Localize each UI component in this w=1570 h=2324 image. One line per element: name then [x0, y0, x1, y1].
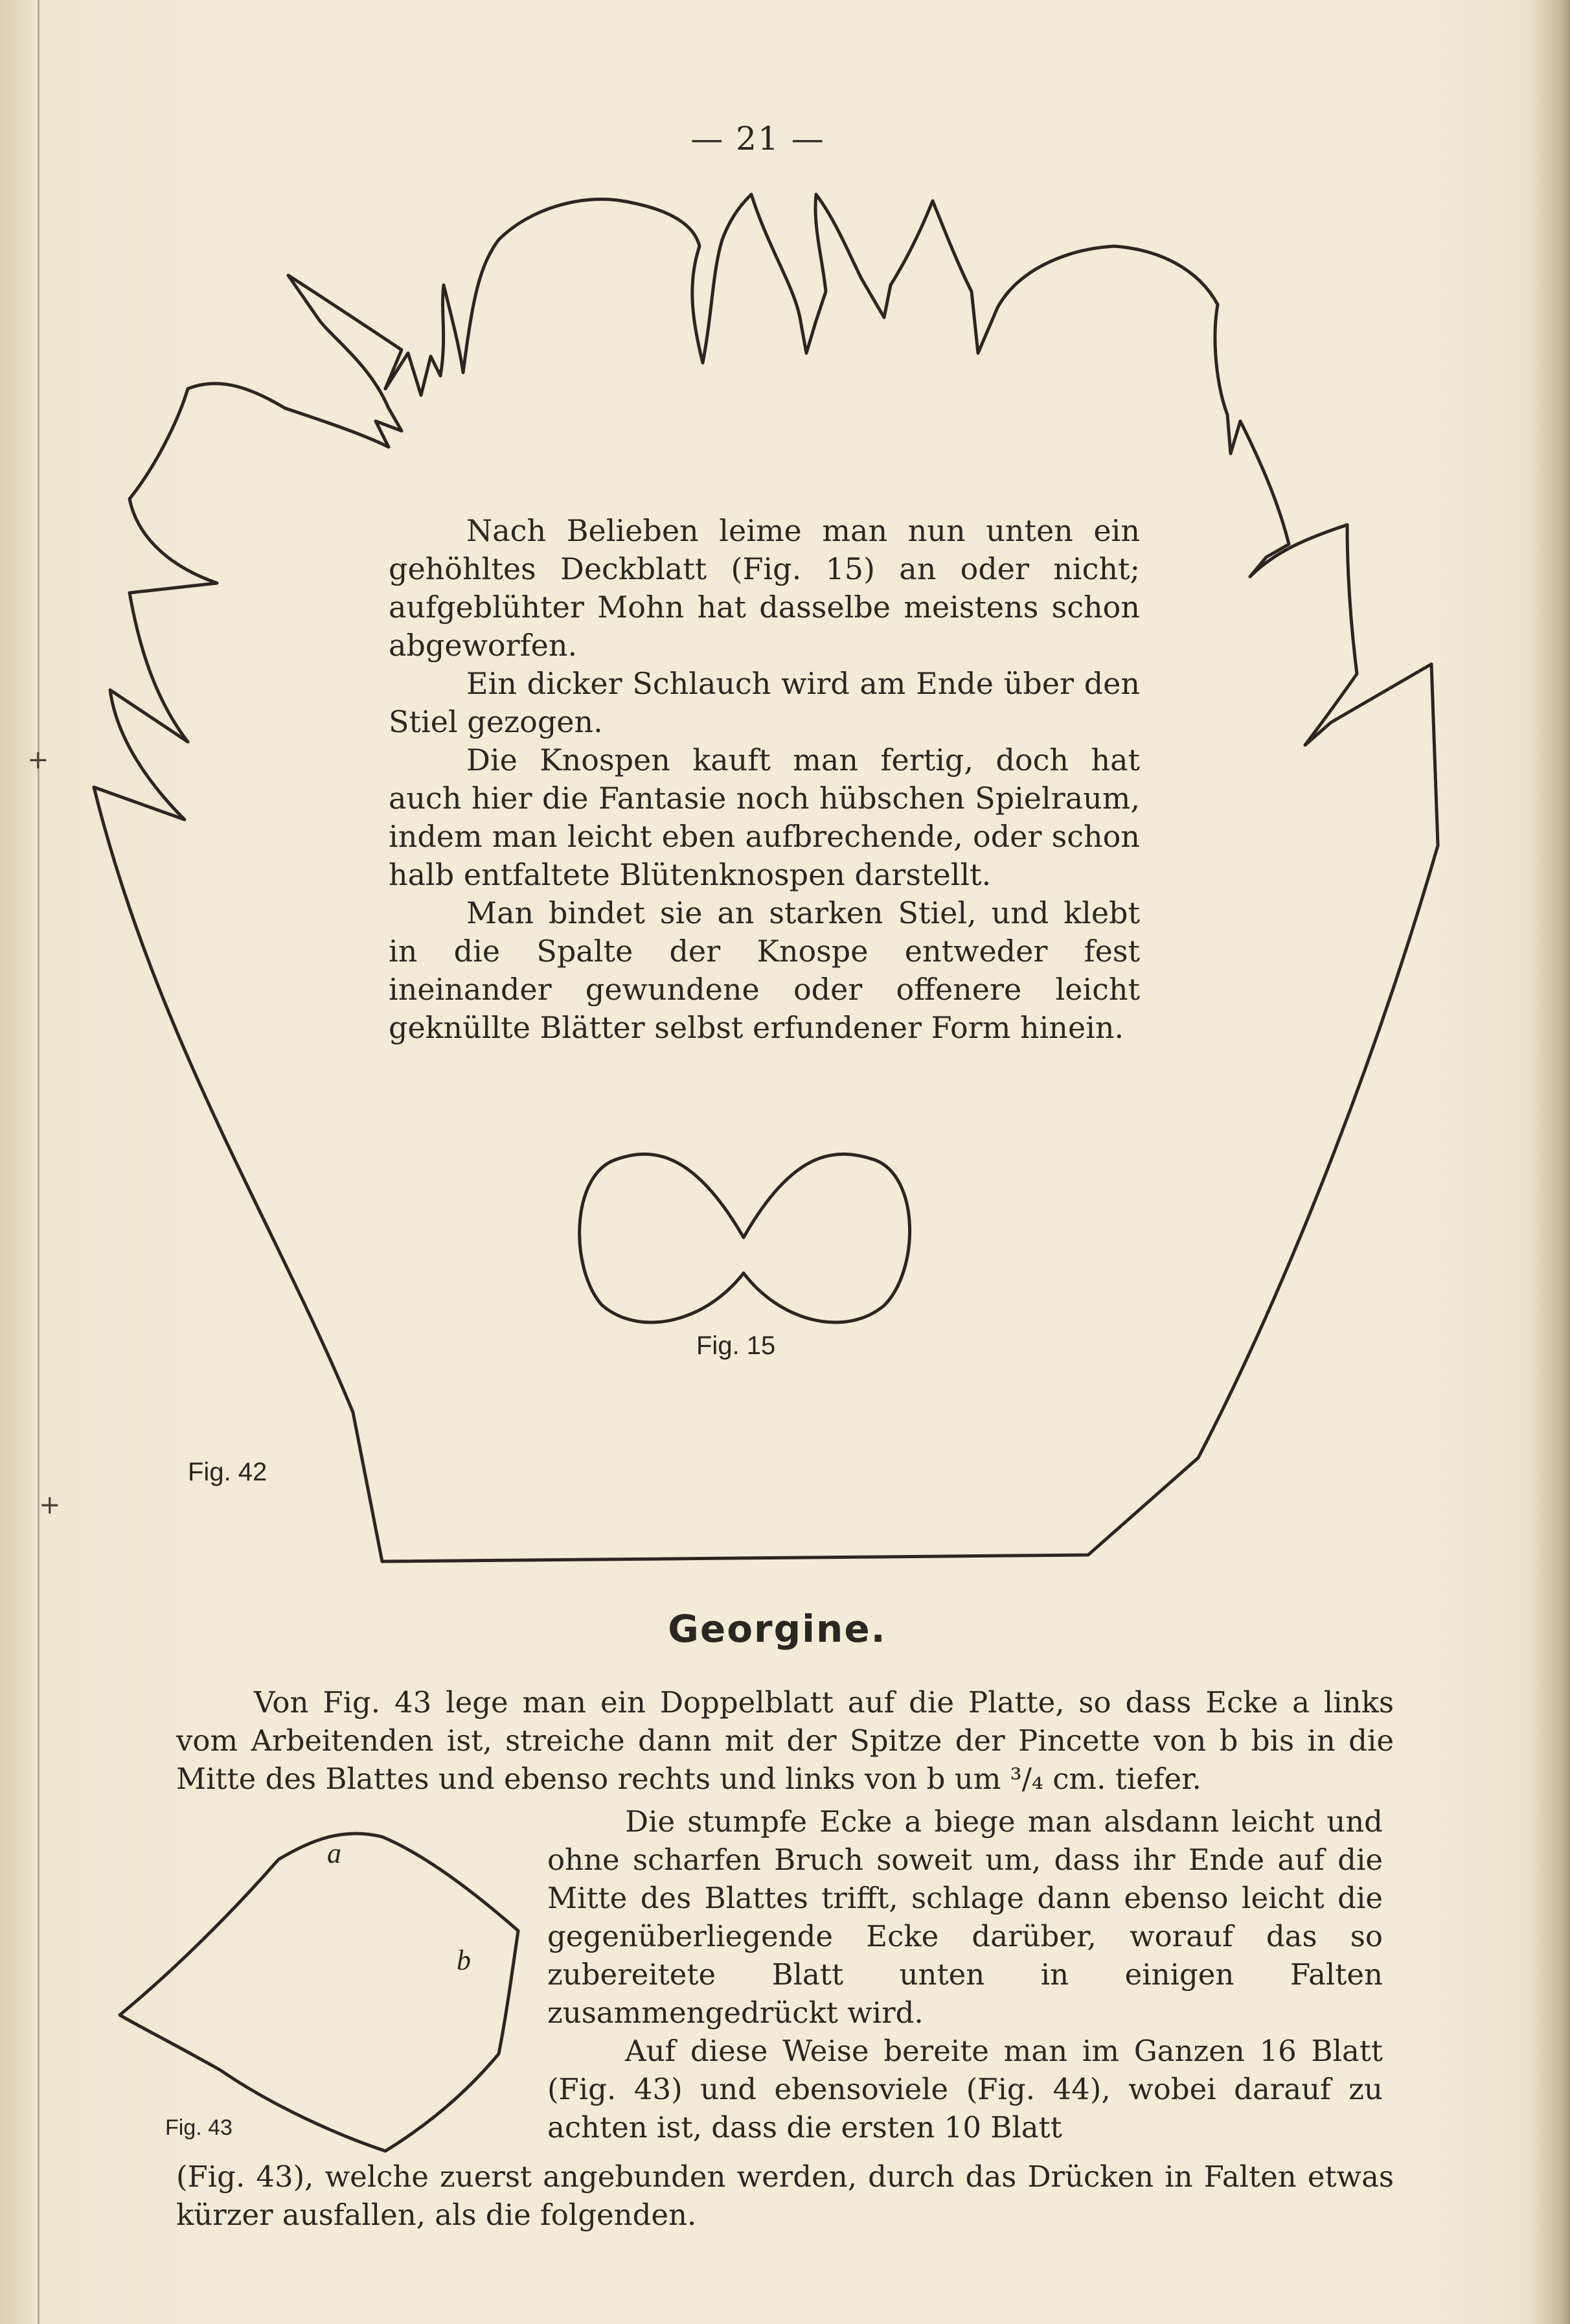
- section-title: Georgine.: [668, 1607, 887, 1651]
- fig43-label-b: b: [457, 1944, 471, 1976]
- margin-mark: +: [39, 1490, 61, 1520]
- fig43-leaf-outline: [120, 1834, 518, 2151]
- side-text-block: [547, 1802, 1383, 2146]
- margin-mark: +: [27, 745, 49, 775]
- fig15-caption: Fig. 15: [696, 1331, 776, 1360]
- paragraph: Man bindet sie an starken Stiel, und klebt in die Spalte der Knospe entweder fest ineinander gewundene oder offenere leicht geknüllte Blätter selbst erfundener Form hinein.: [389, 895, 1140, 1045]
- fig42-caption: Fig. 42: [188, 1458, 267, 1486]
- upper-text-block: [389, 512, 1140, 1047]
- fig43-caption: Fig. 43: [165, 2115, 233, 2140]
- paragraph: Die Knospen kauft man fertig, doch hat auch hier die Fantasie noch hübschen Spielraum, indem man leicht eben aufbrechende, oder schon halb entfaltete Blütenknospen darstellt.: [389, 742, 1140, 892]
- page-number: — 21 —: [690, 120, 825, 157]
- paragraph: Nach Belieben leime man nun unten ein gehöhltes Deckblatt (Fig. 15) an oder nicht; aufgeblühter Mohn hat dasselbe meistens schon abgeworfen.: [389, 513, 1140, 663]
- fig43-label-a: a: [327, 1837, 341, 1869]
- fig15-shape: [580, 1154, 910, 1322]
- paragraph: Ein dicker Schlauch wird am Ende über den Stiel gezogen.: [389, 666, 1140, 739]
- closing-paragraph: (Fig. 43), welche zuerst angebunden werden, durch das Drücken in Falten etwas kürzer ausfallen, als die folgenden.: [176, 2159, 1394, 2232]
- intro-paragraph: Von Fig. 43 lege man ein Doppelblatt auf die Platte, so dass Ecke a links vom Arbeitenden ist, streiche dann mit der Spitze der Pincette von b bis in die Mitte des Blattes und ebenso rechts und links von b um ³/₄ cm. tiefer.: [176, 1685, 1394, 1796]
- closing-text-block: [176, 2157, 1394, 2234]
- paragraph: Die stumpfe Ecke a biege man alsdann leicht und ohne scharfen Bruch soweit um, dass ihr Ende auf die Mitte des Blattes trifft, schlage dann ebenso leicht die gegenüberliegende Ecke darüber, worauf das so zubereitete Blatt unten in einigen Falten zusammengedrückt wird.: [547, 1804, 1383, 2030]
- intro-paragraph-block: [176, 1683, 1394, 1798]
- paragraph: Auf diese Weise bereite man im Ganzen 16 Blatt (Fig. 43) und ebensoviele (Fig. 44), wobei darauf zu achten ist, dass die ersten 10 Blatt: [547, 2034, 1383, 2145]
